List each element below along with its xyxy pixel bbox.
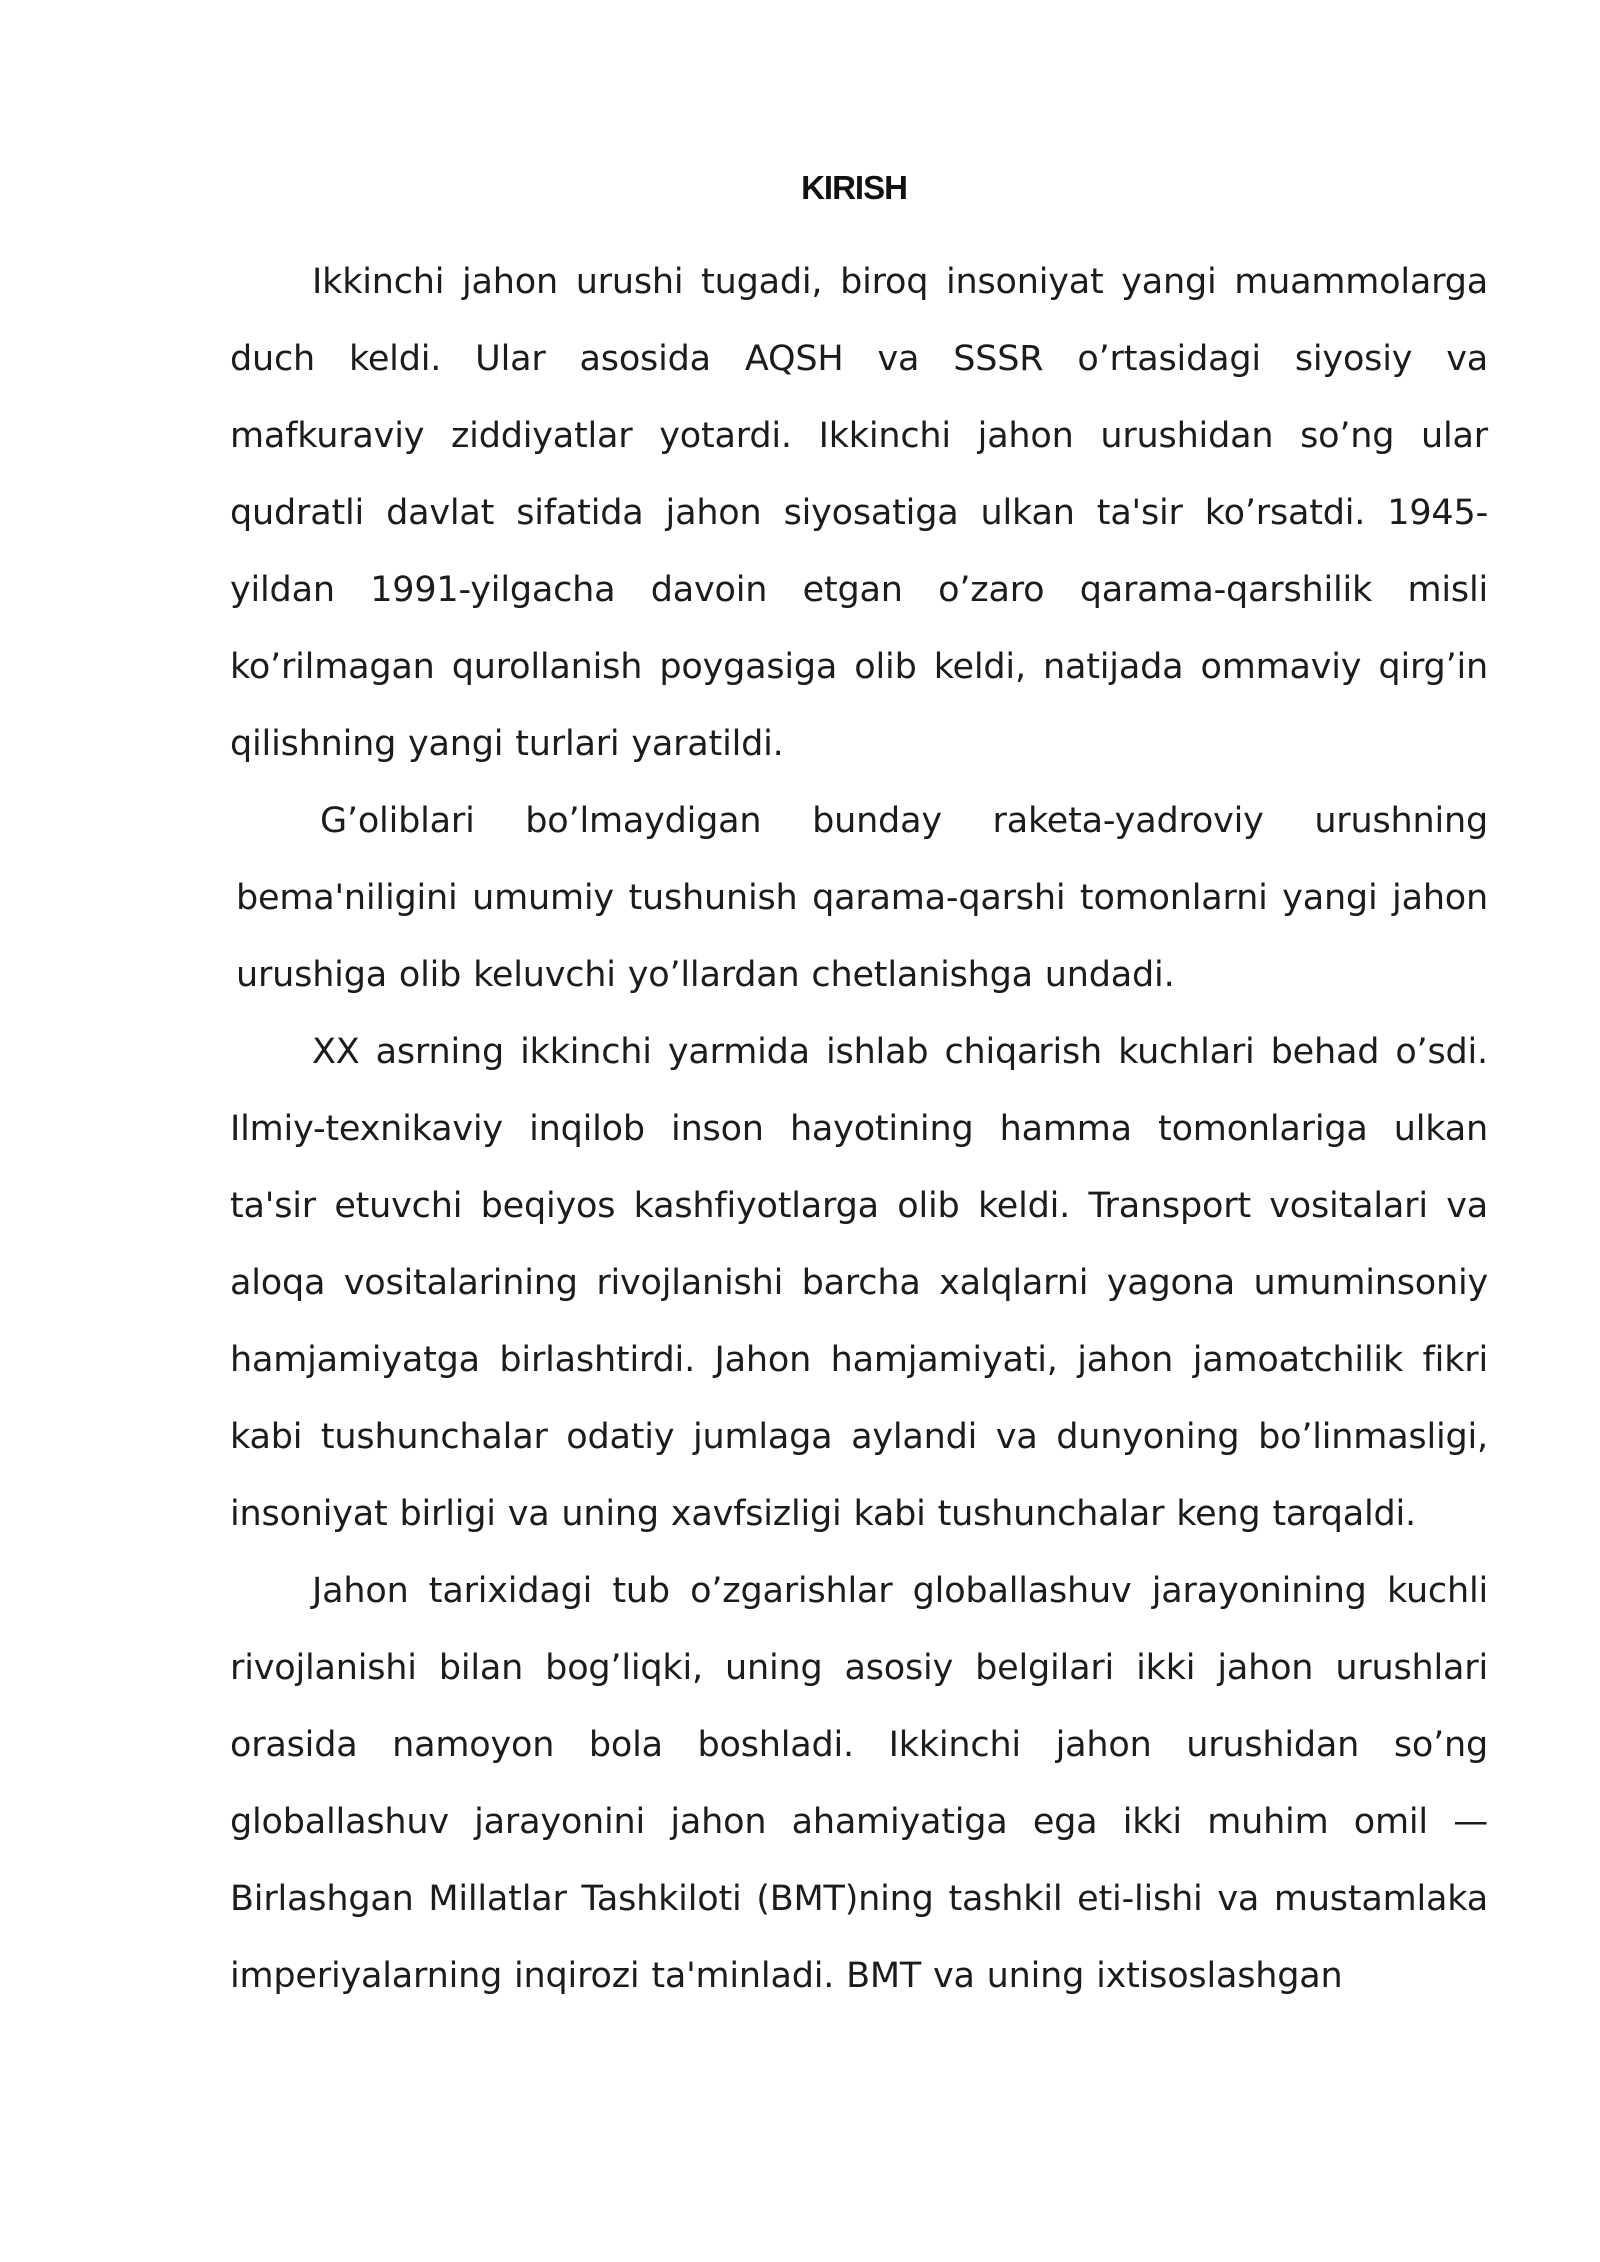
document-body bbox=[230, 244, 1488, 2015]
paragraph-2: Gʼoliblari boʼlmaydigan bunday raketa-yadroviy urushning bema'niligini umumiy tushunish qarama-qarshi tomonlarni yangi jahon urushiga olib keluvchi yoʼllardan chetlanishga undadi. bbox=[236, 801, 1488, 995]
paragraph-4: Jahon tarixidagi tub oʼzgarishlar globallashuv jarayonining kuchli rivojlanishi bilan bogʼliqki, uning asosiy belgilari ikki jahon urushlari orasida namoyon bola boshladi. Ikkinchi jahon urushidan soʼng globallashuv jarayonini jahon ahamiyatiga ega ikki muhim omil — Birlashgan Millatlar Tashkiloti (BMT)ning tashkil eti-lishi va mustamlaka imperiyalarning inqirozi ta'minladi. BMT va uning ixtisoslashgan bbox=[230, 1571, 1488, 1996]
paragraph-1: Ikkinchi jahon urushi tugadi, biroq insoniyat yangi muammolarga duch keldi. Ular asosida AQSH va SSSR oʼrtasidagi siyosiy va mafkuraviy ziddiyatlar yotardi. Ikkinchi jahon urushidan soʼng ular qudratli davlat sifatida jahon siyosatiga ulkan ta'sir koʼrsatdi. 1945-yildan 1991-yilgacha davoin etgan oʼzaro qarama-qarshilik misli koʼrilmagan qurollanish poygasiga olib keldi, natijada ommaviy qirgʼin qilishning yangi turlari yaratildi. bbox=[230, 262, 1488, 764]
paragraph-3: XX asrning ikkinchi yarmida ishlab chiqarish kuchlari behad oʼsdi. Ilmiy-texnikaviy inqilob inson hayotining hamma tomonlariga ulkan ta'sir etuvchi beqiyos kashfiyotlarga olib keldi. Transport vositalari va aloqa vositalarining rivojlanishi barcha xalqlarni yagona umuminsoniy hamjamiyatga birlashtirdi. Jahon hamjamiyati, jahon jamoatchilik fikri kabi tushunchalar odatiy jumlaga aylandi va dunyoning bo’linmasligi, insoniyat birligi va uning xavfsizligi kabi tushunchalar keng tarqaldi. bbox=[230, 1032, 1488, 1534]
document-title: KIRISH bbox=[801, 169, 907, 206]
